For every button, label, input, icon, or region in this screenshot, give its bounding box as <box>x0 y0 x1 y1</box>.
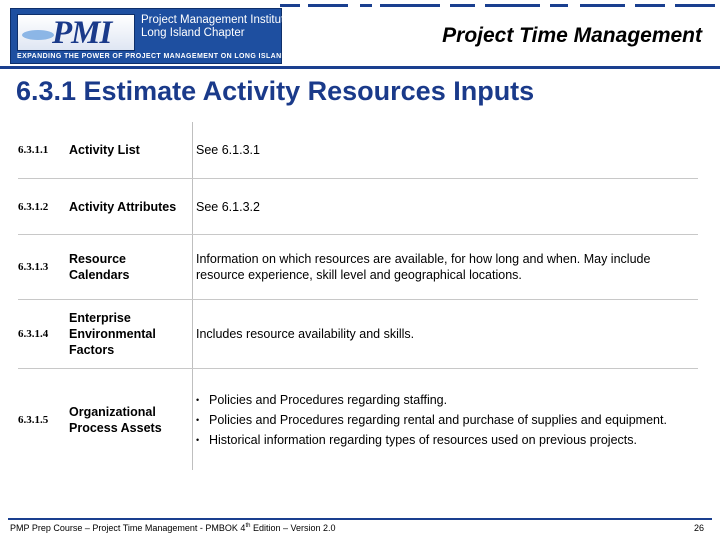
top-decorative-rule <box>280 2 720 10</box>
bullet-icon: • <box>196 414 200 425</box>
pmi-letters: PMI <box>52 15 112 51</box>
row-description: Includes resource availability and skills. <box>196 327 415 341</box>
table-row <box>18 179 698 234</box>
bullet-icon: • <box>196 394 200 405</box>
footer-divider <box>8 518 712 520</box>
slide-title: Project Time Management <box>442 24 702 47</box>
long-island-swoosh-icon <box>22 30 54 40</box>
page-number: 26 <box>693 523 704 533</box>
logo-org-line2: Long Island Chapter <box>141 27 245 39</box>
bullet-item <box>196 392 667 408</box>
bullet-item <box>196 412 667 428</box>
bullet-text: Policies and Procedures regarding rental and purchase of supplies and equipment. <box>209 412 667 427</box>
row-name: Activity Attributes <box>69 199 177 214</box>
bullet-text: Policies and Procedures regarding staffing. <box>209 392 448 407</box>
row-description <box>196 369 696 470</box>
footer-text-a: PMP Prep Course – Project Time Management - PMBOK 4 <box>10 523 246 533</box>
row-description: See 6.1.3.1 <box>196 143 260 157</box>
table-row <box>18 369 698 470</box>
table-row <box>18 235 698 299</box>
footer-text-b: Edition – Version 2.0 <box>250 523 336 533</box>
row-number: 6.3.1.5 <box>18 413 49 426</box>
pmi-logo-mark <box>17 14 135 51</box>
logo-org-name <box>141 14 291 40</box>
footer-superscript: th <box>245 523 251 529</box>
row-description: See 6.1.3.2 <box>196 199 260 214</box>
logo-org-line1: Project Management Institute <box>141 14 291 26</box>
inputs-table <box>18 122 698 470</box>
row-number: 6.3.1.2 <box>18 200 49 213</box>
row-number: 6.3.1.3 <box>18 261 49 273</box>
bullet-icon: • <box>196 434 200 445</box>
row-name: Enterprise Environmental Factors <box>69 311 156 357</box>
section-heading: 6.3.1 Estimate Activity Resources Inputs <box>16 76 535 106</box>
bullet-item <box>196 432 667 448</box>
row-name: Activity List <box>69 143 140 157</box>
logo-tagline: EXPANDING THE POWER OF PROJECT MANAGEMENT ON LONG ISLAND <box>17 53 288 60</box>
row-number: 6.3.1.1 <box>18 144 49 156</box>
bullet-text: Historical information regarding types of resources used on previous projects. <box>209 432 637 447</box>
table-row <box>18 122 698 178</box>
row-number: 6.3.1.4 <box>18 328 49 340</box>
row-description: Information on which resources are available, for how long and when. May include resource experience, skill level and geographical locations. <box>196 252 651 282</box>
row-name: Resource Calendars <box>69 252 130 282</box>
footer-course-label <box>10 523 336 533</box>
pmi-chapter-logo <box>10 8 291 64</box>
bullet-list <box>196 388 667 452</box>
table-row <box>18 300 698 368</box>
row-name: Organizational Process Assets <box>69 404 162 435</box>
header-divider <box>0 66 720 69</box>
